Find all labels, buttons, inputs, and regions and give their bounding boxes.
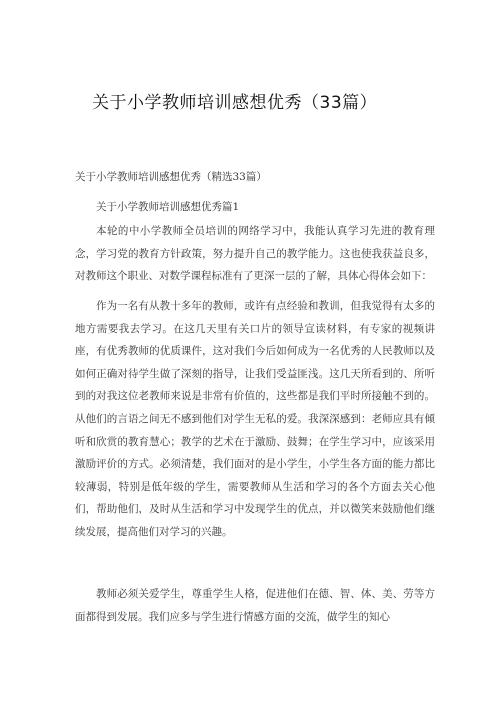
paragraph-1: 本轮的中小学教师全员培训的网络学习中，我能认真学习先进的教育理念，学习党的教育方针政策，努力提升自己的教学能力。这也使我获益良多，对教师这个职业、对数学课程标准有了更深一层的了解，具体心得体会如下： bbox=[75, 225, 435, 283]
document-subtitle: 关于小学教师培训感想优秀（精选33篇） bbox=[75, 171, 267, 183]
document-title: 关于小学教师培训感想优秀（33篇） bbox=[92, 93, 378, 113]
paragraph-3: 教师必须关爱学生，尊重学生人格，促进他们在德、智、体、美、劳等方面都得到发展。我们应多与学生进行情感方面的交流，做学生的知心 bbox=[75, 588, 435, 623]
paragraph-2: 作为一名有从教十多年的教师，或许有点经验和教训，但我觉得有太多的地方需要我去学习。在这几天里有关口片的领导宣读材料，有专家的视频讲座，有优秀教师的优质课件，这对我们今后如何成为一名优秀的人民教师以及如何正确对待学生做了深刻的指导，让我们受益匪浅。这几天所看到的、所听到的对我这位老教师来说是非常有价值的，这些都是我们平时所接触不到的。从他们的言语之间无不感到他们对学生无私的爱。我深深感到：老师应具有倾听和欣赏的教育慧心；教学的艺术在于激励、鼓舞；在学生学习中，应该采用激励评价的方式。必须清楚，我们面对的是小学生，小学生各方面的能力都比较薄弱，特别是低年级的学生，需要教师从生活和学习的各个方面去关心他们，帮助他们，及时从生活和学习中发现学生的优点，并以微笑来鼓励他们继续发展，提高他们对学习的兴趣。 bbox=[75, 300, 435, 538]
section-title: 关于小学教师培训感想优秀篇1 bbox=[96, 201, 240, 213]
